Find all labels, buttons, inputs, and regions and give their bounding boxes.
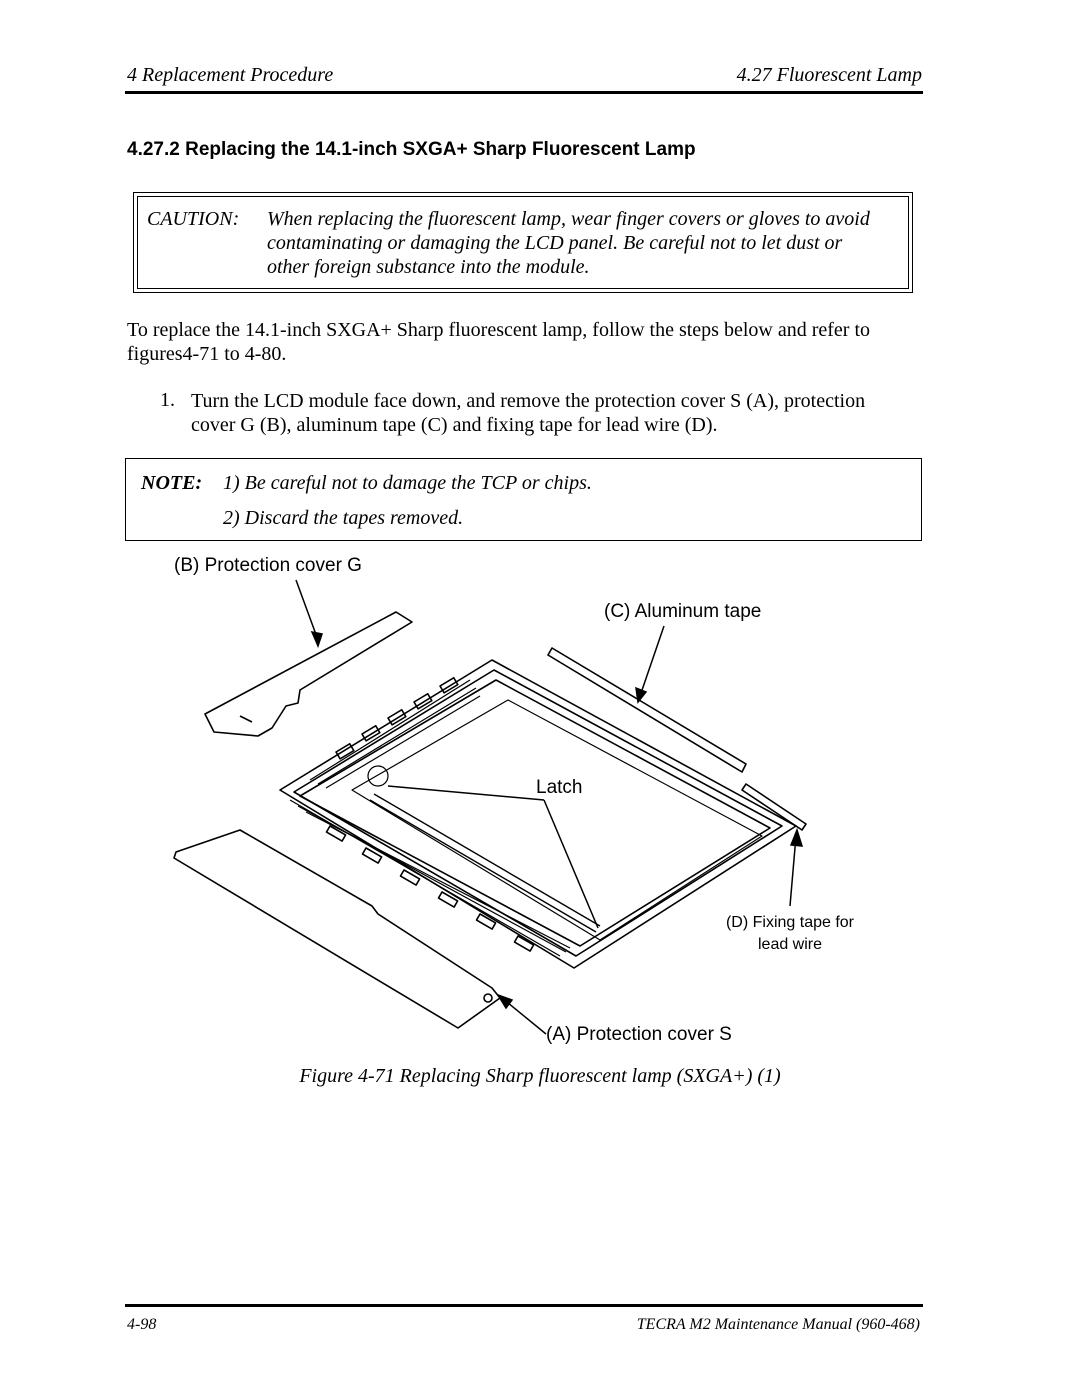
page-number: 4-98 — [127, 1316, 157, 1333]
note-label: NOTE: — [141, 472, 203, 494]
manual-title: TECRA M2 Maintenance Manual (960-468) — [636, 1316, 920, 1333]
protection-cover-g-part — [205, 612, 412, 736]
step-number: 1. — [160, 389, 175, 411]
caution-label: CAUTION: — [147, 208, 240, 230]
section-title: 4.27.2 Replacing the 14.1-inch SXGA+ Sharp Fluorescent Lamp — [127, 139, 696, 160]
caution-line: When replacing the fluorescent lamp, wear finger covers or gloves to avoid — [267, 208, 870, 230]
running-header-section: 4.27 Fluorescent Lamp — [736, 64, 922, 86]
intro-line: figures4-71 to 4-80. — [127, 343, 287, 365]
note-item: 1) Be careful not to damage the TCP or chips. — [223, 472, 592, 494]
label-latch: Latch — [536, 777, 583, 798]
intro-line: To replace the 14.1-inch SXGA+ Sharp fluorescent lamp, follow the steps below and refer to — [127, 319, 870, 341]
protection-cover-s-part — [174, 830, 500, 1028]
caution-line: contaminating or damaging the LCD panel. Be careful not to let dust or — [267, 232, 843, 254]
fixing-tape-part — [742, 784, 806, 830]
note-item: 2) Discard the tapes removed. — [223, 507, 464, 529]
label-protection-cover-g: (B) Protection cover G — [174, 555, 362, 576]
caution-line: other foreign substance into the module. — [267, 256, 590, 278]
step-line: cover G (B), aluminum tape (C) and fixing tape for lead wire (D). — [191, 414, 718, 436]
label-fixing-tape-line: lead wire — [757, 936, 823, 953]
step-line: Turn the LCD module face down, and remove the protection cover S (A), protection — [191, 390, 866, 412]
label-fixing-tape-line: (D) Fixing tape for — [725, 914, 855, 931]
footer-divider — [125, 1304, 923, 1307]
figure-caption: Figure 4-71 Replacing Sharp fluorescent lamp (SXGA+) (1) — [299, 1065, 781, 1087]
label-aluminum-tape: (C) Aluminum tape — [604, 601, 762, 622]
running-header-chapter: 4 Replacement Procedure — [127, 64, 334, 86]
label-protection-cover-s: (A) Protection cover S — [546, 1024, 732, 1045]
label-fixing-tape — [712, 912, 868, 956]
